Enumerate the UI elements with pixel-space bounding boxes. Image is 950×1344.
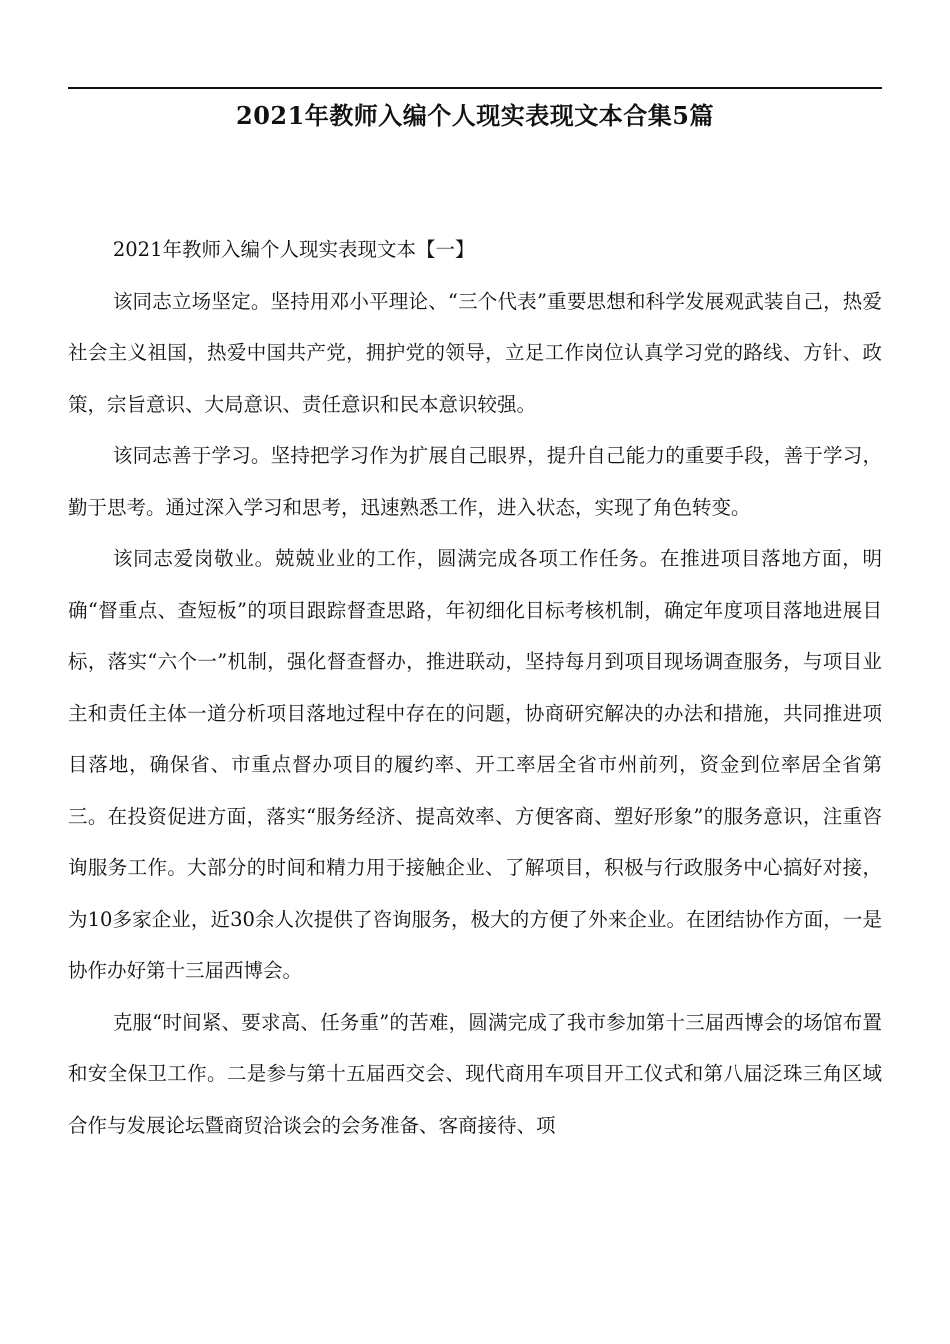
section-heading: 2021年教师入编个人现实表现文本【一】 <box>112 238 475 261</box>
document-body <box>68 224 882 1151</box>
paragraph-learning: 该同志善于学习。坚持把学习作为扩展自己眼界，提升自己能力的重要手段，善于学习，勤于思考。通过深入学习和思考，迅速熟悉工作，进入状态，实现了角色转变。 <box>68 444 882 519</box>
paragraph-dedication: 该同志爱岗敬业。兢兢业业的工作，圆满完成各项工作任务。在推进项目落地方面，明确“督重点、查短板”的项目跟踪督查思路，年初细化目标考核机制，确定年度项目落地进展目标，落实“六个一”机制，强化督查督办，推进联动，坚持每月到项目现场调查服务，与项目业主和责任主体一道分析项目落地过程中存在的问题，协商研究解决的办法和措施，共同推进项目落地，确保省、市重点督办项目的履约率、开工率居全省市州前列，资金到位率居全省第三。在投资促进方面，落实“服务经济、提高效率、方便客商、塑好形象”的服务意识，注重咨询服务工作。大部分的时间和精力用于接触企业、了解项目，积极与行政服务中心搞好对接，为10多家企业，近30余人次提供了咨询服务，极大的方便了外来企业。在团结协作方面，一是协作办好第十三届西博会。 <box>68 547 882 982</box>
paragraph-stance: 该同志立场坚定。坚持用邓小平理论、“三个代表”重要思想和科学发展观武装自己，热爱社会主义祖国，热爱中国共产党，拥护党的领导，立足工作岗位认真学习党的路线、方针、政策，宗旨意识、大局意识、责任意识和民本意识较强。 <box>68 289 882 416</box>
header-rule <box>68 87 882 89</box>
document-title: 2021年教师入编个人现实表现文本合集5篇 <box>236 101 714 130</box>
paragraph-overcoming: 克服“时间紧、要求高、任务重”的苦难，圆满完成了我市参加第十三届西博会的场馆布置和安全保卫工作。二是参与第十五届西交会、现代商用车项目开工仪式和第八届泛珠三角区域合作与发展论坛暨商贸洽谈会的会务准备、客商接待、项 <box>68 1010 882 1137</box>
